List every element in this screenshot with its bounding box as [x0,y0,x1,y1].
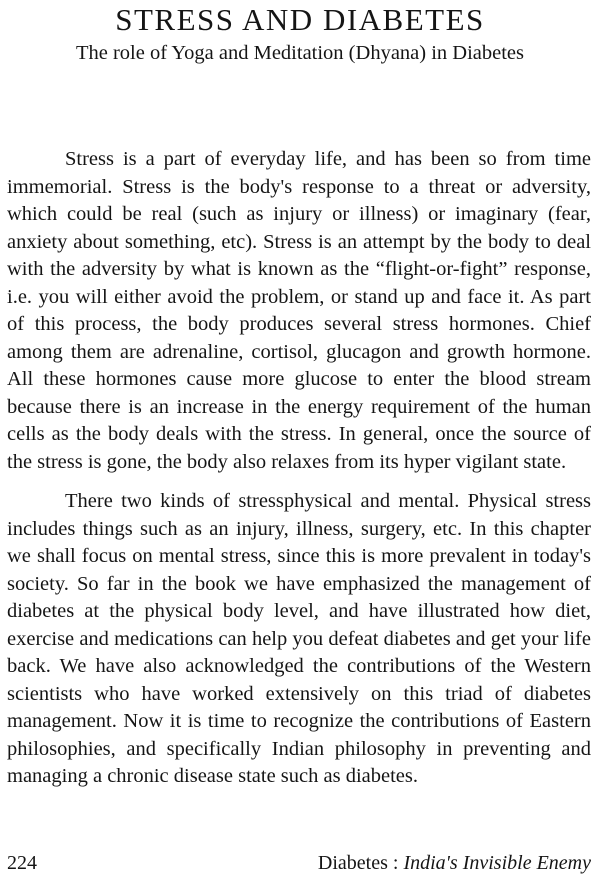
page-footer [7,850,591,876]
page-number: 224 [7,852,37,874]
body-text [7,146,591,791]
book-title: Diabetes : [317,852,404,874]
book-subtitle: India's Invisible Enemy [403,852,591,874]
chapter-title: STRESS AND DIABETES [115,2,485,37]
chapter-subtitle: The role of Yoga and Meditation (Dhyana) in Diabetes [75,42,525,64]
paragraph-kinds-of-stress: There two kinds of stressphysical and mental. Physical stress includes things such as an injury, illness, surgery, etc. In this chapter we shall focus on mental stress, since this is more prevalent in today's society. So far in the book we have emphasized the management of diabetes at the physical body level, and have illustrated how diet, exercise and medications can help you defeat diabetes and get your life back. We have also acknowledged the contributions of the Western scientists who have worked extensively on this triad of diabetes management. Now it is time to recognize the contributions of Eastern philosophies, and specifically Indian philosophy in preventing and managing a chronic disease state such as diabetes. [7,490,591,787]
running-book-title [318,850,591,876]
paragraph-stress-intro: Stress is a part of everyday life, and has been so from time immemorial. Stress is the body's response to a threat or adversity, which could be real (such as injury or illness) or imaginary (fear, anxiety about something, etc). Stress is an attempt by the body to deal with the adversity by what is known as the “flight-or-fight” response, i.e. you will either avoid the problem, or stand up and face it. As part of this process, the body produces several stress hormones. Chief among them are adrenaline, cortisol, glucagon and growth hormone. All these hormones cause more glucose to enter the blood stream because there is an increase in the energy requirement of the human cells as the body deals with the stress. In general, once the source of the stress is gone, the body also relaxes from its hyper vigilant state. [7,148,591,473]
